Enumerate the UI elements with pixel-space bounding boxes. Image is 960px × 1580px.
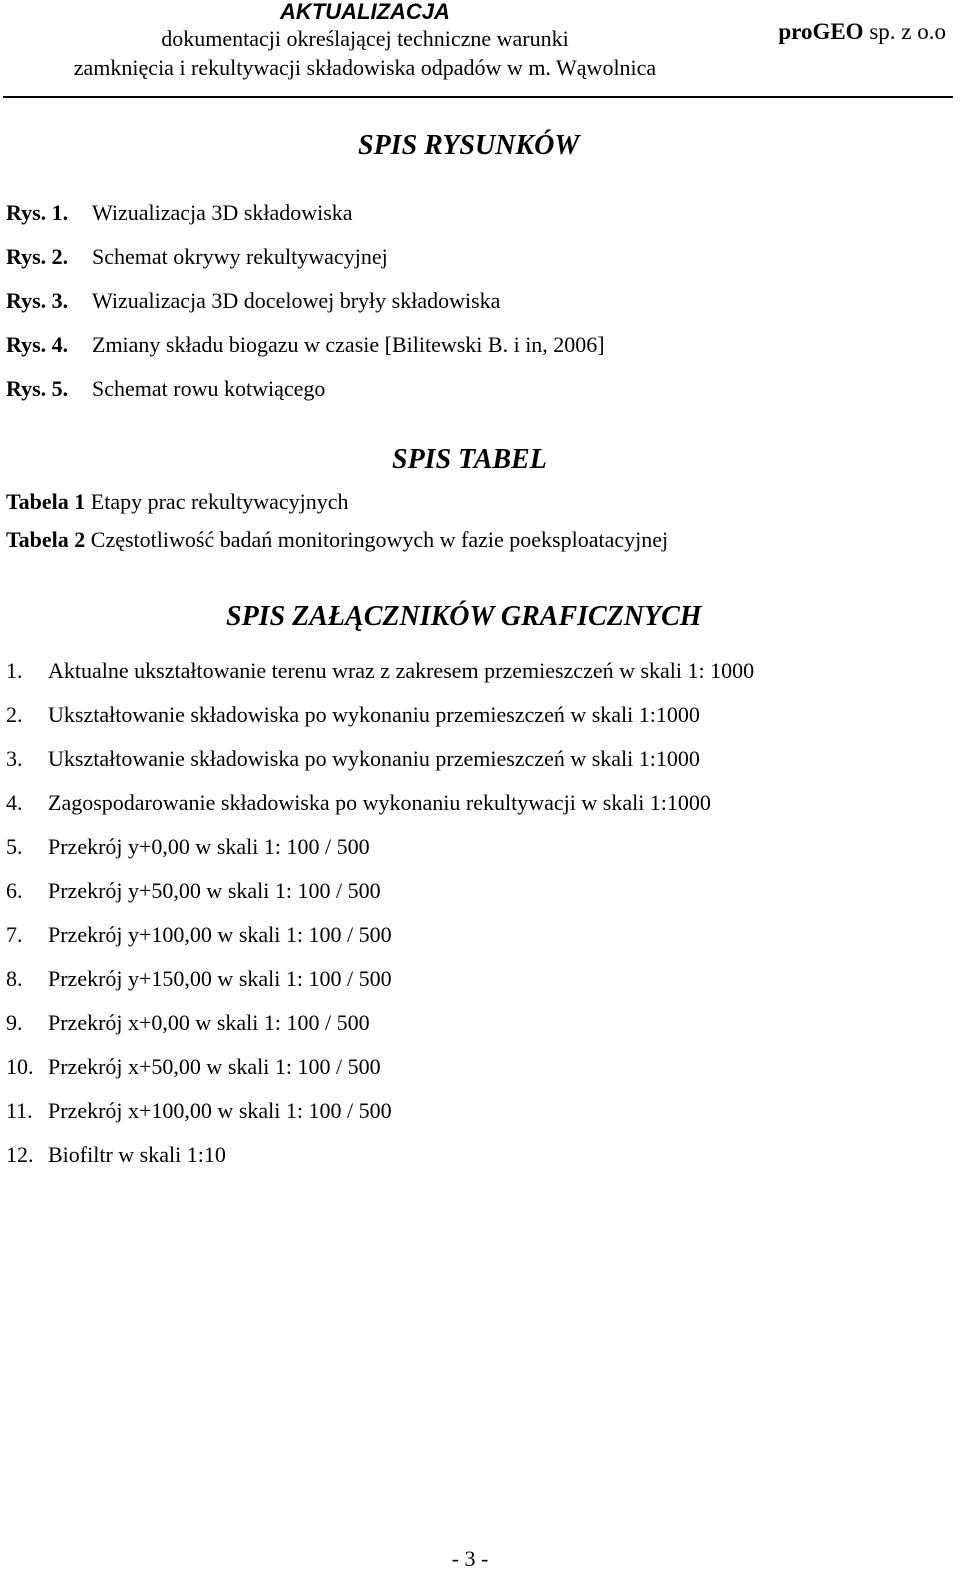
page-number: - 3 - — [451, 1546, 489, 1571]
table-label: Tabela 1 — [6, 489, 86, 514]
figure-label: Rys. 2. — [6, 244, 69, 269]
attachment-item — [6, 875, 754, 919]
header-subtitle-line-1: dokumentacji określającej techniczne warunki — [161, 26, 569, 51]
document-header — [0, 0, 730, 82]
figure-text: Schemat okrywy rekultywacyjnej — [92, 244, 388, 269]
attachment-text: Biofiltr w skali 1:10 — [48, 1142, 226, 1167]
attachment-text: Ukształtowanie składowiska po wykonaniu przemieszczeń w skali 1:1000 — [48, 746, 700, 771]
attachment-text: Przekrój y+150,00 w skali 1: 100 / 500 — [48, 966, 392, 991]
attachment-item — [6, 1139, 754, 1183]
figure-text: Wizualizacja 3D składowiska — [92, 200, 353, 225]
attachment-text: Przekrój x+100,00 w skali 1: 100 / 500 — [48, 1098, 392, 1123]
attachment-text: Aktualne ukształtowanie terenu wraz z zakresem przemieszczeń w skali 1: 1000 — [48, 658, 755, 683]
figure-item — [6, 373, 605, 417]
figure-text: Zmiany składu biogazu w czasie [Bilitewski B. i in, 2006] — [92, 332, 605, 357]
attachment-item — [6, 919, 754, 963]
attachment-number: 7. — [6, 922, 23, 947]
figure-text: Wizualizacja 3D docelowej bryły składowiska — [92, 288, 501, 313]
attachment-text: Zagospodarowanie składowiska po wykonaniu rekultywacji w skali 1:1000 — [48, 790, 711, 815]
figure-label: Rys. 3. — [6, 288, 69, 313]
figure-item — [6, 241, 605, 285]
figure-label: Rys. 5. — [6, 376, 69, 401]
attachment-number: 3. — [6, 746, 23, 771]
attachment-text: Ukształtowanie składowiska po wykonaniu przemieszczeń w skali 1:1000 — [48, 702, 700, 727]
attachment-text: Przekrój x+0,00 w skali 1: 100 / 500 — [48, 1010, 370, 1035]
figures-list — [6, 197, 605, 417]
table-label: Tabela 2 — [6, 527, 86, 552]
company-name — [778, 18, 946, 46]
attachment-number: 1. — [6, 658, 23, 683]
attachment-text: Przekrój x+50,00 w skali 1: 100 / 500 — [48, 1054, 381, 1079]
attachment-item — [6, 831, 754, 875]
header-divider — [3, 96, 953, 98]
attachments-list — [6, 655, 754, 1183]
attachment-text: Przekrój y+100,00 w skali 1: 100 / 500 — [48, 922, 392, 947]
figure-text: Schemat rowu kotwiącego — [92, 376, 326, 401]
attachment-number: 12. — [6, 1142, 34, 1167]
attachment-number: 11. — [6, 1098, 33, 1123]
header-subtitle-line-2: zamknięcia i rekultywacji składowiska odpadów w m. Wąwolnica — [73, 55, 657, 80]
attachment-number: 4. — [6, 790, 23, 815]
company-name-rest: sp. z o.o — [863, 19, 946, 44]
table-item — [6, 524, 668, 562]
attachment-item — [6, 963, 754, 1007]
table-text: Częstotliwość badań monitoringowych w fazie poeksploatacyjnej — [90, 527, 669, 552]
attachment-number: 5. — [6, 834, 23, 859]
figures-section-title: SPIS RYSUNKÓW — [358, 130, 580, 161]
tables-list — [6, 486, 668, 562]
attachment-item — [6, 699, 754, 743]
tables-section-title: SPIS TABEL — [392, 444, 547, 475]
attachment-number: 10. — [6, 1054, 34, 1079]
attachment-text: Przekrój y+0,00 w skali 1: 100 / 500 — [48, 834, 370, 859]
header-title: AKTUALIZACJA — [280, 0, 450, 24]
table-item — [6, 486, 668, 524]
table-text: Etapy prac rekultywacyjnych — [90, 489, 349, 514]
attachment-number: 2. — [6, 702, 23, 727]
attachment-item — [6, 1051, 754, 1095]
attachment-item — [6, 1007, 754, 1051]
attachment-item — [6, 655, 754, 699]
attachment-item — [6, 1095, 754, 1139]
attachment-number: 6. — [6, 878, 23, 903]
figure-label: Rys. 4. — [6, 332, 69, 357]
attachment-text: Przekrój y+50,00 w skali 1: 100 / 500 — [48, 878, 381, 903]
figure-item — [6, 285, 605, 329]
attachment-item — [6, 787, 754, 831]
figure-item — [6, 197, 605, 241]
company-name-bold: proGEO — [778, 19, 864, 44]
attachment-number: 9. — [6, 1010, 23, 1035]
figure-item — [6, 329, 605, 373]
figure-label: Rys. 1. — [6, 200, 69, 225]
attachment-item — [6, 743, 754, 787]
attachments-section-title: SPIS ZAŁĄCZNIKÓW GRAFICZNYCH — [226, 601, 702, 632]
attachment-number: 8. — [6, 966, 23, 991]
